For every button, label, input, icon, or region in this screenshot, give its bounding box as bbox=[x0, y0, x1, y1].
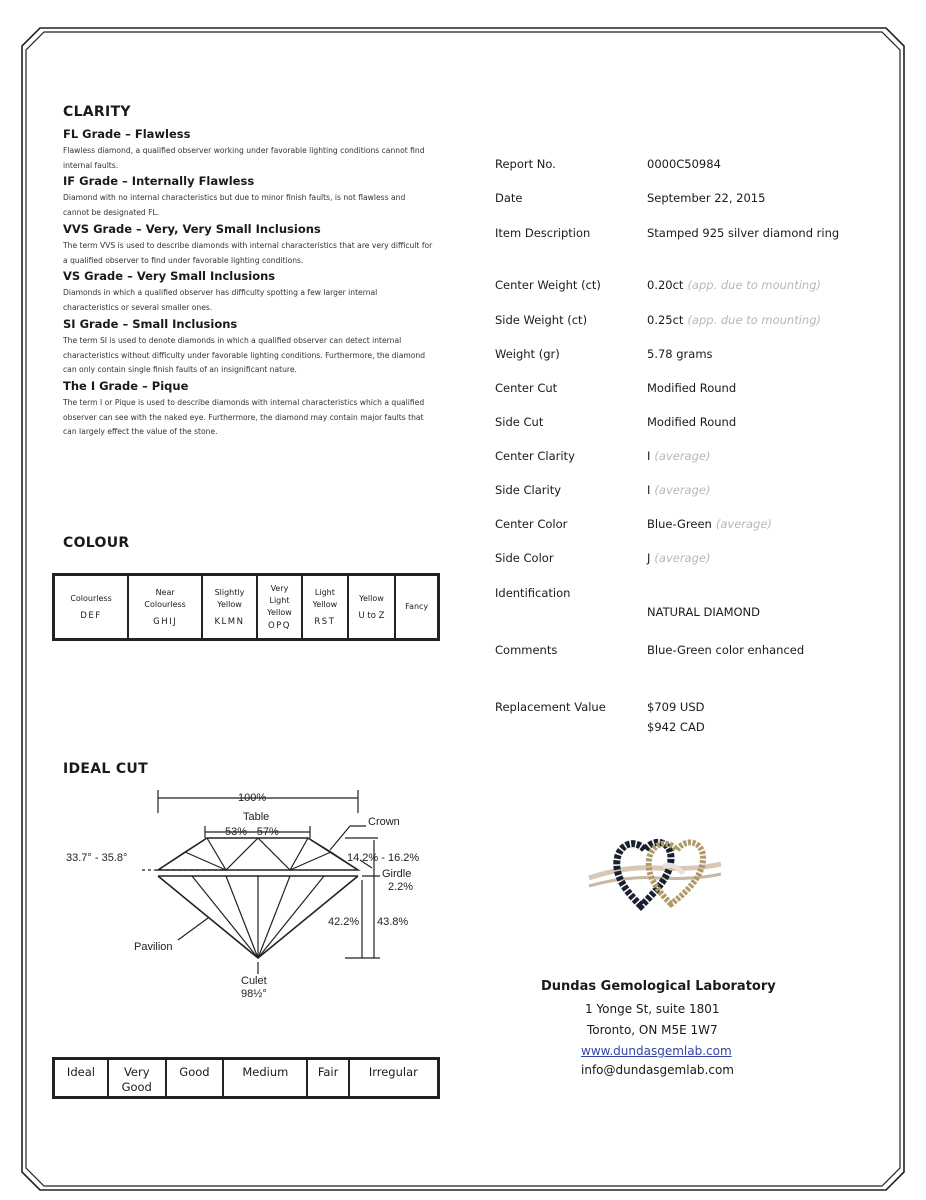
diagram-total-depth: 43.8% bbox=[377, 916, 409, 928]
diagram-width-label: 100% bbox=[238, 792, 267, 804]
clarity-grade-desc: The term SI is used to denote diamonds in which a qualified observer can detect internal characteristics without difficulty under favorable lighting conditions. Furthermore, the diamond can only contain single finish faults of an insignificant nature. bbox=[63, 336, 426, 374]
clarity-grade-desc: The term VVS is used to describe diamonds with internal characteristics that are very difficult for a qualified observer to find under favorable lighting conditions. bbox=[63, 241, 433, 265]
diagram-girdle-label: Girdle bbox=[382, 868, 412, 880]
clarity-grade-title: FL Grade – Flawless bbox=[63, 127, 191, 141]
ideal-cut-title: IDEAL CUT bbox=[63, 761, 148, 777]
diagram-crown-label: Crown bbox=[368, 816, 400, 828]
cut-grade-cell: Fair bbox=[307, 1059, 348, 1097]
lab-address-line2: Toronto, ON M5E 1W7 bbox=[587, 1023, 718, 1037]
diagram-pavilion-depth: 42.2% bbox=[328, 916, 360, 928]
lab-email[interactable]: info@dundasgemlab.com bbox=[581, 1063, 734, 1077]
clarity-grade-title: The I Grade – Pique bbox=[63, 379, 189, 393]
clarity-grade-title: VVS Grade – Very, Very Small Inclusions bbox=[63, 222, 321, 236]
clarity-title: CLARITY bbox=[63, 104, 131, 120]
clarity-grade-desc: Diamond with no internal characteristics but due to minor finish faults, is not flawless and cannot be designated FL. bbox=[63, 193, 406, 217]
clarity-grade-desc: Flawless diamond, a qualified observer working under favorable lighting conditions cannot find internal faults. bbox=[63, 146, 425, 170]
diagram-table-range: 53% - 57% bbox=[225, 826, 279, 838]
colour-cell: Very Light Yellow OPQ bbox=[257, 575, 302, 639]
clarity-grade-desc: Diamonds in which a qualified observer has difficulty spotting a few larger internal characteristics or several smaller ones. bbox=[63, 288, 378, 312]
colour-cell: Light Yellow RST bbox=[302, 575, 347, 639]
clarity-grade-title: SI Grade – Small Inclusions bbox=[63, 317, 238, 331]
lab-website-link[interactable]: www.dundasgemlab.com bbox=[581, 1044, 732, 1058]
colour-cell: Fancy bbox=[395, 575, 438, 639]
cut-grade-table bbox=[52, 1057, 440, 1099]
cut-grade-cell: Irregular bbox=[349, 1059, 438, 1097]
cut-grade-cell: Good bbox=[166, 1059, 224, 1097]
diagram-table-label: Table bbox=[243, 811, 270, 823]
colour-cell: Yellow U to Z bbox=[348, 575, 396, 639]
lab-address-line1: 1 Yonge St, suite 1801 bbox=[585, 1002, 720, 1016]
ring-photo bbox=[585, 808, 725, 918]
colour-cell: Colourless DEF bbox=[54, 575, 128, 639]
diagram-culet-angle: 98½° bbox=[241, 988, 267, 1000]
cut-grade-cell: Very Good bbox=[108, 1059, 166, 1097]
clarity-grade-title: IF Grade – Internally Flawless bbox=[63, 174, 255, 188]
diagram-crown-height: 14.2% - 16.2% bbox=[347, 852, 420, 864]
diagram-pavilion-label: Pavilion bbox=[134, 941, 173, 953]
diagram-culet-label: Culet bbox=[241, 975, 267, 987]
diagram-crown-angle: 33.7° - 35.8° bbox=[66, 852, 128, 864]
cut-grade-cell: Medium bbox=[223, 1059, 307, 1097]
colour-cell: Slightly Yellow KLMN bbox=[202, 575, 257, 639]
colour-cell: Near Colourless GHIJ bbox=[128, 575, 202, 639]
colour-title: COLOUR bbox=[63, 535, 130, 551]
clarity-grade-title: VS Grade – Very Small Inclusions bbox=[63, 269, 276, 283]
cut-grade-cell: Ideal bbox=[54, 1059, 108, 1097]
lab-name: Dundas Gemological Laboratory bbox=[541, 979, 776, 994]
diagram-girdle-pct: 2.2% bbox=[388, 881, 414, 893]
clarity-grade-desc: The term I or Pique is used to describe diamonds with internal characteristics which a qualified observer can see with the naked eye. Furthermore, the diamond may contain major faults that can largely effect the value of the stone. bbox=[63, 398, 425, 436]
